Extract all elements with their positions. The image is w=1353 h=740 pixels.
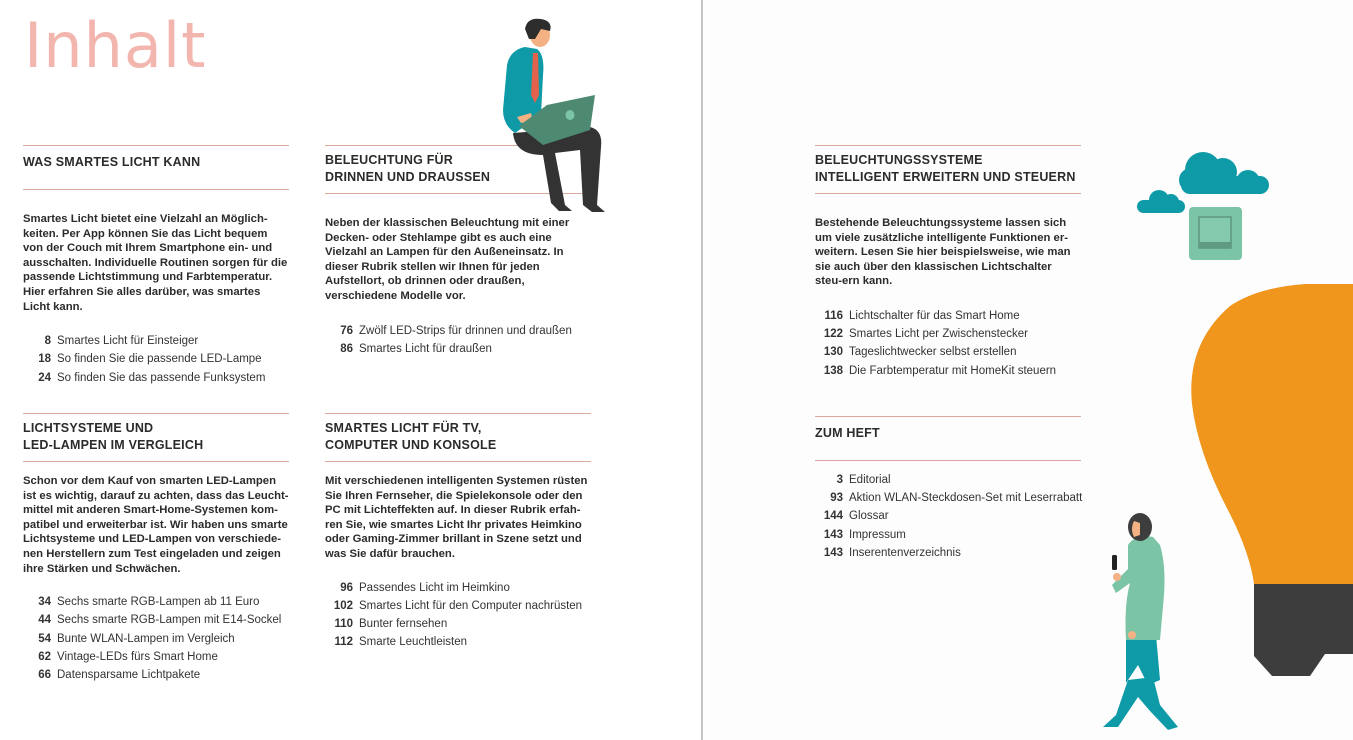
woman-with-phone-icon [1098,505,1193,735]
toc-item-label: Die Farbtemperatur mit HomeKit steuern [849,364,1057,377]
toc-item-label: Lichtschalter für das Smart Home [849,309,1020,322]
toc-item[interactable] [325,322,591,340]
section-heading-line: INTELLIGENT ERWEITERN UND STEUERN [815,170,1076,184]
toc-item-label: Sechs smarte RGB-Lampen ab 11 Euro [57,596,260,609]
section-description: Neben der klassischen Beleuchtung mit einer Decken- oder Stehlampe gibt es auch eine Vielzahl an Lampen für den Außeneinsatz. In dieser Rubrik stellen wir Ihnen für jeden Aufstellort, ob drinnen oder draußen, verschiedene Modelle vor. [325,217,570,302]
toc-item[interactable] [815,362,1081,380]
toc-page-number: 54 [38,632,51,645]
toc-item[interactable] [815,471,1081,489]
toc-page-number: 3 [836,474,843,486]
section-description: Mit verschiedenen intelligenten Systemen rüsten Sie Ihren Fernseher, die Spielekonsole oder den PC mit Lichteffekten auf. In dieser Rubrik erfah-ren Sie, wie smartes Licht Ihr privates Heimkino oder Gaming-Zimmer brillant in Szene setzt und was Sie dafür brauchen. [325,475,588,560]
section-rule [23,461,289,462]
toc-page-number: 62 [38,650,51,663]
toc-page-number: 66 [38,668,51,681]
light-switch-icon [1189,207,1242,260]
toc-item[interactable] [325,579,591,597]
section-heading [325,414,591,461]
section-heading-line: SMARTES LICHT FÜR TV, [325,421,482,435]
section-heading [23,146,289,189]
toc-item[interactable] [23,666,289,684]
section-heading-line: DRINNEN UND DRAUSSEN [325,170,491,184]
toc-item[interactable] [325,615,591,633]
toc-list [23,593,289,684]
toc-item-label: Smartes Licht per Zwischenstecker [849,328,1028,341]
section-heading-line: LICHTSYSTEME UND [23,421,154,435]
section-heading-line: WAS SMARTES LICHT KANN [23,155,201,169]
toc-page-number: 86 [340,342,353,355]
toc-item-label: Vintage-LEDs fürs Smart Home [57,650,218,663]
toc-item-label: Editorial [849,474,891,486]
toc-item-label: Smartes Licht für draußen [359,342,492,355]
toc-section [325,413,591,651]
toc-list [815,307,1081,380]
toc-item[interactable] [815,325,1081,343]
section-rule [815,193,1081,194]
toc-item-label: Bunter fernsehen [359,617,448,630]
toc-item-label: Smarte Leuchtleisten [359,636,468,649]
toc-page-number: 96 [340,581,353,594]
toc-list [23,332,289,387]
light-bulb-icon [1190,284,1353,690]
toc-item-label: Tageslichtwecker selbst erstellen [849,346,1017,359]
toc-item[interactable] [815,343,1081,361]
toc-item-label: Smartes Licht für den Computer nachrüsten [359,599,583,612]
toc-item[interactable] [23,369,289,387]
toc-item-label: Datensparsame Lichtpakete [57,668,201,681]
toc-section [23,413,289,684]
section-heading-line: COMPUTER UND KONSOLE [325,438,497,452]
toc-list [325,579,591,652]
toc-section [815,145,1081,380]
toc-list [325,322,591,358]
clouds-icon [1133,140,1273,215]
toc-page-number: 44 [38,614,51,627]
toc-item[interactable] [23,611,289,629]
toc-item[interactable] [325,597,591,615]
section-description: Schon vor dem Kauf von smarten LED-Lampen ist es wichtig, darauf zu achten, dass das Leucht-mittel mit anderen Smart-Home-Systemen kom-patibel und erweiterbar ist. Wir haben uns smarte Lichtsysteme und LED-Lampen von verschiede-nen Herstellern zum Test eingeladen und zeigen ihre Stärken und Schwächen. [23,475,289,575]
toc-item[interactable] [23,648,289,666]
toc-item[interactable] [23,593,289,611]
toc-page-number: 138 [823,364,843,377]
toc-item[interactable] [23,350,289,368]
toc-page-number: 116 [824,309,843,322]
toc-item[interactable] [23,630,289,648]
toc-page-number: 24 [38,371,51,384]
toc-section [815,416,1081,562]
toc-item-label: Passendes Licht im Heimkino [359,581,510,594]
section-heading [815,146,1081,193]
toc-item[interactable] [815,307,1081,325]
toc-section [23,145,289,387]
section-rule [815,460,1081,461]
section-heading-line: ZUM HEFT [815,426,880,440]
toc-page-number: 110 [334,617,353,630]
toc-item-label: Sechs smarte RGB-Lampen mit E14-Sockel [57,614,282,627]
toc-list [815,471,1081,562]
toc-page-number: 76 [340,324,353,337]
toc-item-label: Aktion WLAN-Steckdosen-Set mit Leserrabatt [849,492,1083,505]
toc-item[interactable] [325,633,591,651]
toc-item[interactable] [815,526,1081,544]
section-heading [23,414,289,461]
toc-item-label: Inserentenverzeichnis [849,546,961,559]
toc-item-label: Bunte WLAN-Lampen im Vergleich [57,632,235,645]
section-description: Smartes Licht bietet eine Vielzahl an Möglich-keiten. Per App können Sie das Licht bequem von der Couch mit Ihrem Smartphone ein- und ausschalten. Individuelle Routinen sorgen für die passende Lichtstimmung und Farbtemperatur. Hier erfahren Sie alles darüber, was smartes Licht kann. [23,213,288,313]
section-heading-line: BELEUCHTUNGSSYSTEME [815,153,983,167]
toc-item-label: Smartes Licht für Einsteiger [57,335,199,348]
section-description: Bestehende Beleuchtungssysteme lassen sich um viele zusätzliche intelligente Funktionen er-weitern. Lesen Sie hier beispielsweise, wie man sie auch über den klassischen Lichtschalter steu-ern kann. [815,217,1071,288]
man-with-laptop-icon [495,15,610,215]
toc-page-number: 102 [333,599,353,612]
toc-item-label: Glossar [849,510,889,523]
section-rule [325,461,591,462]
toc-item-label: Impressum [849,528,906,541]
toc-item[interactable] [325,340,591,358]
toc-item[interactable] [23,332,289,350]
toc-page-number: 34 [38,596,51,609]
toc-page-number: 112 [334,636,353,649]
toc-page-number: 8 [44,335,51,348]
toc-page-number: 122 [823,328,843,341]
section-heading-line: BELEUCHTUNG FÜR [325,153,453,167]
section-rule [23,189,289,190]
toc-page-number: 143 [823,528,843,541]
toc-page-number: 93 [830,492,843,505]
toc-item[interactable] [815,489,1081,507]
toc-page-number: 144 [823,510,843,523]
toc-page-number: 18 [38,353,51,366]
page-divider [701,0,703,740]
toc-page-number: 143 [823,546,843,559]
toc-page-number: 130 [823,346,843,359]
section-heading [815,417,1081,460]
toc-item-label: So finden Sie die passende LED-Lampe [57,353,262,366]
toc-item-label: So finden Sie das passende Funksystem [57,371,266,384]
toc-item-label: Zwölf LED-Strips für drinnen und draußen [359,324,572,337]
toc-item[interactable] [815,544,1081,562]
section-heading-line: LED-LAMPEN IM VERGLEICH [23,438,204,452]
page-title: Inhalt [24,9,207,82]
toc-item[interactable] [815,507,1081,525]
